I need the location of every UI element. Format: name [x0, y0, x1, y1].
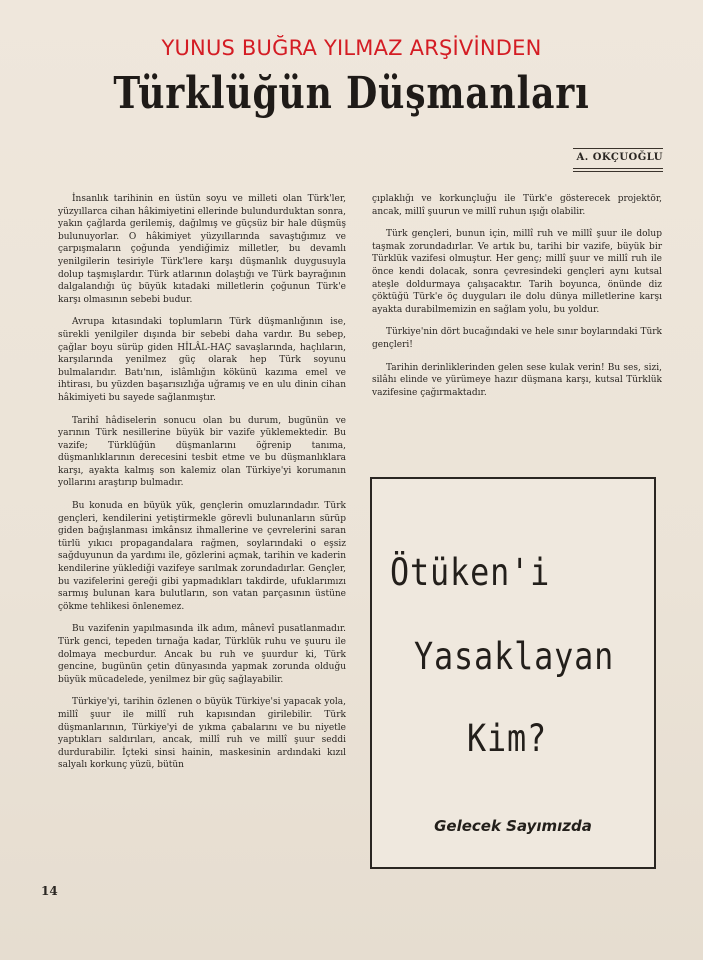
paragraph: İnsanlık tarihinin en üstün soyu ve milleti olan Türk'ler, yüzyıllarca cihan hâkimiyetini ellerinde bulundurduktan sonra, yakın çağlarda gerilemiş, dağılmış ve güçsüz bir hale düşmüş bulunuyorlar. O hâkimiyet yüzyıllarında savaştığımız ve çarpışmaların çoğunda yendiğimiz milletler, bu devamlı yenilgilerin tesiriyle Türk'lere karşı düşmanlık duygusuyla dolup taşmışlardır. Türk atlarının dolaştığı ve Türk bayrağının dalgalandığı üç büyük kıtadaki milletlerin çoğunun Türk'e karşı olmasının sebebi budur.	[58, 194, 346, 305]
paragraph: Bu vazifenin yapılmasında ilk adım, mânevî pusatlanmadır. Türk genci, tepeden tırnağa kadar, Türklük ruhu ve şuuru ile dolmaya mecburdur. Ancak bu ruh ve şuurdur ki, Türk gencine, bugünün çetin dünyasında yapmak zorunda olduğu büyük mücadelede, yenilmez bir güç sağlayabilir.	[58, 624, 346, 685]
author-rule-bottom	[573, 168, 663, 169]
ad-line-2: Yasaklayan	[414, 635, 615, 678]
paragraph: Türkiye'yi, tarihin özlenen o büyük Türkiye'si yapacak yola, millî şuur ile millî ruh kapısından girilebilir. Türk düşmanlarının, Türkiye'yi de yıkma çabalarını ve bu niyetle yaptıkları saldırıları, ancak, millî ruh ve millî şuur seddi durdurabilir. İçteki sinsi hainin, maskesinin ardındaki kızıl salyalı korkunç yüzü, bütün	[58, 697, 346, 771]
archive-label: YUNUS BUĞRA YILMAZ ARŞİVİNDEN	[161, 36, 542, 60]
paragraph: Bu konuda en büyük yük, gençlerin omuzlarındadır. Türk gençleri, kendilerini yetiştirmekle görevli bulunanların sürüp giden bağışlanması imkânsız ihmallerine ve çevrelerini saran türlü yıkıcı propagandalara rağmen, soylarındaki o eşsiz sağduyunun da yardımı ile, gözlerini açmak, tarihin ve kaderin kendilerine yüklediği vazifeye sarılmak zorundadırlar. Gençler, bu vazifelerini gereği gibi yapmadıkları takdirde, ufuklarımızı sarmış bulunan kara bulutların, son vatan parçasının üstüne çökme tehlikesi önlenemez.	[58, 501, 346, 612]
advertisement-box	[370, 477, 656, 869]
page-number: 14	[41, 884, 58, 898]
ad-subtitle: Gelecek Sayımızda	[434, 817, 592, 835]
paragraph: Tarihî hâdiselerin sonucu olan bu durum, bugünün ve yarının Türk nesillerine büyük bir vazife yüklemektedir. Bu vazife; Türklüğün düşmanlarını öğrenip tanıma, düşmanlıklarının derecesini tesbit etme ve bu düşmanlıklara karşı, ayakta kalmış son kalemiz olan Türkiye'yi korumanın yollarını araştırıp bulmadır.	[58, 415, 346, 489]
ad-line-1: Ötüken'i	[390, 551, 551, 594]
author-name: A. OKÇUOĞLU	[576, 152, 663, 163]
paragraph: Türkiye'nin dört bucağındaki ve hele sınır boylarındaki Türk gençleri!	[372, 327, 662, 350]
article-column-left	[58, 193, 346, 782]
paragraph: Türk gençleri, bunun için, millî ruh ve millî şuur ile dolup taşmak zorundadırlar. Ve artık bu, tarihi bir vazife, büyük bir Türklük vazifesi olmuştur. Her genç; millî şuur ve millî ruh ile önce kendi dolacak, sonra çevresindeki gençleri aynı kutsal ateşle doldurmaya çalışacaktır. Tarih boyunca, önünde diz çöktüğü Türk'e öç duyguları ile dolu dünya milletlerine karşı ayakta durabilmemizin en sağlam yolu, bu yoldur.	[372, 229, 662, 315]
article-column-right	[372, 193, 662, 409]
author-rule-top	[573, 148, 663, 149]
paragraph: Avrupa kıtasındaki toplumların Türk düşmanlığının ise, sürekli yenilgiler dışında bir sebebi daha vardır. Bu sebep, çağlar boyu sürüp giden HİLÂL-HAÇ savaşlarında, haçlıların, karşılarında yenilmez güç olarak hep Türk soyunu bulmalarıdır. Batı'nın, islâmlığın kökünü kazıma emel ve ihtirası, bu yüzden başarısızlığa uğramış ve en ulu dinin cihan hâkimiyeti bu sayede sağlanmıştır.	[58, 317, 346, 403]
author-rule-bottom-2	[573, 171, 663, 172]
article-title: Türklüğün Düşmanları	[113, 68, 590, 119]
paragraph: çıplaklığı ve korkunçluğu ile Türk'e gösterecek projektör, ancak, millî şuurun ve millî ruhun ışığı olabilir.	[372, 194, 662, 217]
ad-line-3: Kim?	[467, 717, 548, 760]
paragraph: Tarihin derinliklerinden gelen sese kulak verin! Bu ses, sizi, silâhı elinde ve yürümeye hazır düşmana karşı, kutsal Türklük vazifesine çağırmaktadır.	[372, 362, 662, 398]
